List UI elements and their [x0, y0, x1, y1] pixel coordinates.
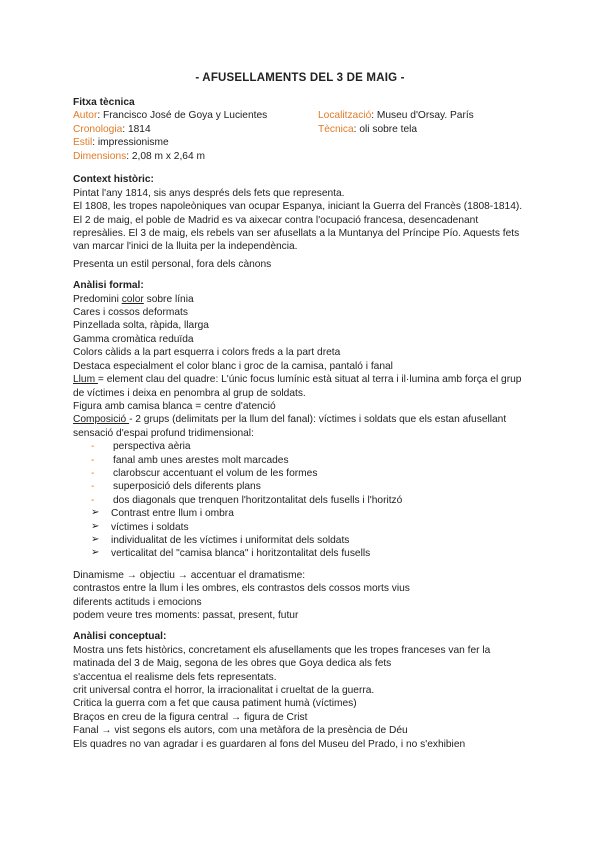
llum-underlined: Llum [73, 374, 98, 386]
tecnica-label: Tècnica [318, 123, 354, 135]
list-item [91, 547, 533, 560]
dash-bullet: - [91, 454, 95, 466]
color-underlined: color [121, 293, 144, 305]
list-item [91, 454, 533, 467]
list-item-text: verticalitat del "camisa blanca" i horitzontalitat dels fusells [111, 548, 371, 560]
formal-line: Pinzellada solta, ràpida, llarga [73, 320, 209, 332]
estil-label: Estil [73, 137, 93, 149]
context-paragraph-1: Pintat l'any 1814, sis anys després dels fets que representa. [73, 187, 345, 199]
formal-line: Cares i cossos deformats [73, 307, 188, 319]
arrow-bullet-icon: ➢ [91, 507, 100, 519]
conceptual-line: Fanal → vist segons els autors, com una metàfora de la presència de Déu [73, 725, 408, 737]
dimensions-label: Dimensions [73, 150, 127, 162]
localitzacio-value: : Museu d'Orsay. París [371, 110, 474, 122]
dinamisme-line: contrastos entre la llum i les ombres, els contrastos dels cossos morts vius [73, 583, 410, 595]
conceptual-line: Braços en creu de la figura central → figura de Crist [73, 711, 308, 723]
list-item-text: perspectiva aèria [113, 441, 191, 453]
arrow-bullet-icon: ➢ [91, 520, 100, 532]
autor-value: : Francisco José de Goya y Lucientes [97, 110, 268, 122]
formal-line-text: Predomini [73, 293, 122, 305]
dinamisme-line: podem veure tres moments: passat, present, futur [73, 610, 299, 621]
dinamisme-line: Dinamisme → objectiu → accentuar el dramatisme: [73, 569, 306, 581]
spacer [73, 271, 533, 279]
formal-line: Destaca especialment el color blanc i groc de la camisa, pantaló i fanal [73, 360, 393, 372]
conceptual-line: s'accentua el realisme dels fets representats. [73, 671, 277, 683]
dash-bullet: - [91, 494, 95, 506]
fitxa-cronologia [73, 123, 313, 136]
dash-bullet: - [91, 467, 95, 479]
context-heading: Context històric: [73, 174, 154, 186]
spacer [73, 561, 533, 569]
fitxa-column-right [318, 109, 538, 136]
document-title: - AFUSELLAMENTS DEL 3 DE MAIG - [195, 72, 405, 84]
dinamisme-line: diferents actituds i emocions [73, 596, 202, 608]
dash-bullet: - [91, 441, 95, 453]
tecnica-value: : oli sobre tela [353, 123, 418, 135]
fitxa-estil [73, 136, 313, 149]
estil-value: : impressionisme [92, 137, 169, 149]
spacer [73, 165, 533, 173]
autor-label: Autor [73, 110, 98, 122]
dimensions-value: : 2,08 m x 2,64 m [126, 150, 205, 162]
llum-text: = element clau del quadre: L'únic focus lumínic està situat al terra i il·lumina amb força el grup de víctimes i deixa en penombra al grup de soldats. [73, 374, 522, 399]
arrow-bullet-icon: ➢ [91, 547, 100, 559]
arrow-list [73, 507, 533, 561]
list-item-text: dos diagonals que trenquen l'horitzontalitat dels fusells i l'horitzó [113, 494, 403, 506]
list-item [91, 521, 533, 534]
dash-bullet: - [91, 481, 95, 493]
list-item-text: víctimes i soldats [111, 521, 189, 533]
formal-llum [73, 373, 533, 400]
conceptual-line: Mostra uns fets històrics, concretament els afusellaments que les tropes franceses van fer la [73, 644, 491, 656]
fitxa-heading: Fitxa tècnica [73, 97, 135, 108]
conceptual-line: crit universal contra el horror, la irracionalitat i crueltat de la guerra. [73, 685, 375, 697]
spacer [73, 622, 533, 630]
formal-line: Gamma cromàtica reduïda [73, 333, 194, 345]
formal-line: Colors càlids a la part esquerra i colors freds a la part dreta [73, 347, 341, 359]
formal-line-text: sobre línia [143, 293, 194, 305]
list-item-text: individualitat de les víctimes i uniformitat dels soldats [111, 534, 350, 546]
fitxa-tecnica-row [318, 123, 538, 136]
cronologia-value: : 1814 [122, 123, 151, 135]
composicio-underlined: Composició [73, 414, 130, 426]
conceptual-heading: Anàlisi conceptual: [73, 631, 167, 643]
fitxa-autor [73, 109, 313, 122]
context-paragraph-2: El 1808, les tropes napoleòniques van ocupar Espanya, iniciant la Guerra del Francès (1808-1814). El 2 de maig, el poble de Madrid es va aixecar contra l'ocupació francesa, desencadenant represàlies. El 3 de maig, els rebels van ser afusellats a la Muntanya del Príncipe Pío. Aquests fets van marcar l'inici de la lluita per la independència. [73, 201, 523, 253]
list-item [91, 494, 533, 507]
list-item-text: superposició dels diferents plans [113, 481, 261, 493]
formal-line: Figura amb camisa blanca = centre d'atenció [73, 400, 276, 412]
formal-composicio [73, 413, 533, 440]
formal-line-color [73, 293, 533, 306]
list-item [91, 507, 533, 520]
fitxa-localitzacio [318, 109, 538, 122]
list-item-text: Contrast entre llum i ombra [111, 508, 234, 520]
list-item [91, 534, 533, 547]
fitxa-column-left [73, 109, 313, 163]
arrow-bullet-icon: ➢ [91, 533, 100, 545]
localitzacio-label: Localització [318, 110, 372, 122]
fitxa-tecnica [73, 109, 533, 165]
context-paragraph-3: Presenta un estil personal, fora dels cànons [73, 258, 272, 270]
composicio-text: - 2 grups (delimitats per la llum del fanal): víctimes i soldats que els estan afusellant sensació d'espai profund tridimensional: [73, 414, 507, 439]
dash-list [73, 440, 533, 507]
document-body [73, 96, 533, 751]
conceptual-line: matinada del 3 de Maig, segona de les obres que Goya dedica als fets [73, 658, 392, 670]
fitxa-dimensions [73, 150, 313, 163]
conceptual-line: Els quadres no van agradar i es guardaren al fons del Museu del Prado, i no s'exhibien [73, 738, 466, 750]
list-item-text: clarobscur accentuant el volum de les formes [113, 467, 318, 479]
formal-heading: Anàlisi formal: [73, 280, 144, 292]
list-item [91, 480, 533, 493]
list-item [91, 440, 533, 453]
list-item-text: fanal amb unes arestes molt marcades [113, 454, 289, 466]
cronologia-label: Cronologia [73, 123, 123, 135]
conceptual-line: Critica la guerra com a fet que causa patiment humà (víctimes) [73, 698, 357, 710]
list-item [91, 467, 533, 480]
